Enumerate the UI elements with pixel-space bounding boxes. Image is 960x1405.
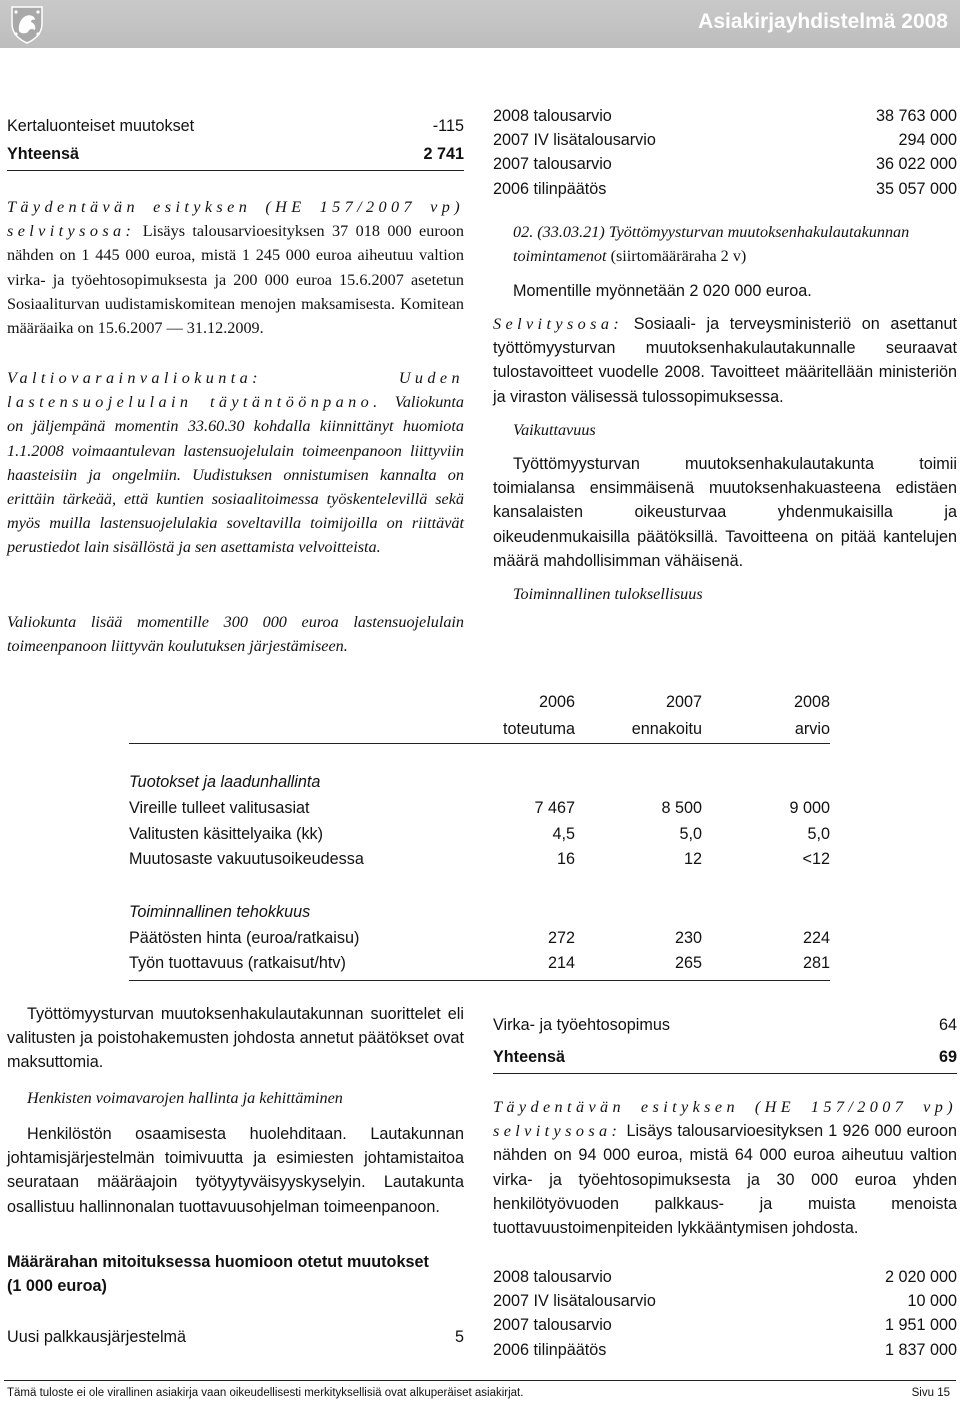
table-cell: 5,0	[807, 825, 830, 843]
rule	[7, 170, 464, 171]
table-cell: 5,0	[679, 825, 702, 843]
changes-heading-line: Määrärahan mitoituksessa huomioon otetut muutokset	[7, 1253, 429, 1271]
table-section-heading: Tuotokset ja laadunhallinta	[129, 773, 321, 791]
row-value: 10 000	[907, 1292, 957, 1311]
spaced-heading: Valtiovarainvaliokunta: Uuden lastensuojelulain täytäntöönpano.	[7, 369, 464, 412]
row-label: 2008 talousarvio	[493, 1268, 612, 1286]
table-row-label: Työn tuottavuus (ratkaisut/htv)	[129, 954, 346, 972]
section-heading: Toiminnallinen tuloksellisuus	[513, 585, 703, 603]
summary-row	[493, 1013, 957, 1037]
budget-table-top	[493, 104, 957, 201]
row-label: Uusi palkkausjärjestelmä	[7, 1328, 187, 1346]
explanation-paragraph	[493, 312, 957, 409]
section-heading: Henkisten voimavarojen hallinta ja kehittäminen	[27, 1089, 343, 1107]
row-value: 69	[938, 1048, 957, 1067]
document-title: Asiakirjayhdistelmä 2008	[698, 10, 948, 33]
footer-rule	[4, 1380, 956, 1381]
row-value: 35 057 000	[875, 179, 957, 198]
row-label: 2007 IV lisätalousarvio	[493, 1292, 656, 1311]
finland-lion-crest-icon	[8, 4, 46, 44]
column-year: 2007	[665, 693, 702, 711]
column-type: arvio	[794, 720, 830, 738]
row-value: 36 022 000	[875, 155, 957, 174]
table-cell: 8 500	[661, 799, 702, 817]
paragraph-text: Valiokunta lisää momentille 300 000 euroa lastensuojelulain toimeenpanoon liittyvän koulutuksen järjestämiseen.	[7, 613, 464, 656]
table-section-heading: Toiminnallinen tehokkuus	[129, 903, 311, 921]
row-value: 64	[938, 1016, 957, 1034]
column-year: 2006	[538, 693, 575, 711]
row-label: 2007 talousarvio	[493, 1316, 612, 1335]
row-label: 2006 tilinpäätös	[493, 179, 607, 198]
total-row	[7, 142, 464, 166]
spaced-heading: Selvitysosa:	[493, 315, 624, 333]
column-type: ennakoitu	[631, 720, 702, 738]
row-value: 1 951 000	[884, 1316, 957, 1335]
paragraph-text: Lisäys talousarvioesityksen 37 018 000 euroon nähden on 1 445 000 euroa, mistä 1 245 000 euroa aiheutuu valtion virka- ja työehtosopimuksesta ja 200 000 euroa 15.6.2007 asetetun Sosiaaliturvan uudistamiskomitean menojen maksamisesta. Komitean määräaika on 15.6.2007 — 31.12.2009.	[7, 222, 464, 338]
moment-heading	[513, 220, 957, 268]
table-rule	[129, 980, 830, 981]
budget-row	[493, 1338, 957, 1362]
budget-row	[493, 152, 957, 176]
footer-disclaimer: Tämä tuloste ei ole virallinen asiakirja vaan oikeudellisesti merkityksellisiä ovat alkuperäiset asiakirjat.	[7, 1387, 524, 1399]
committee-paragraph	[7, 366, 464, 560]
table-row-label: Vireille tulleet valitusasiat	[129, 799, 310, 817]
budget-row	[493, 104, 957, 128]
summary-row	[7, 114, 464, 138]
table-cell: 272	[547, 929, 575, 947]
table-row-label: Muutosaste vakuutusoikeudessa	[129, 850, 364, 868]
budget-row	[493, 1265, 957, 1289]
table-cell: 12	[683, 850, 702, 868]
table-cell: 230	[674, 929, 702, 947]
table-row-label: Päätösten hinta (euroa/ratkaisu)	[129, 929, 360, 947]
budget-row	[493, 128, 957, 152]
changes-heading	[7, 1250, 464, 1298]
row-value: 38 763 000	[875, 107, 957, 125]
row-value: -115	[432, 117, 464, 135]
row-value: 294 000	[898, 131, 957, 150]
table-cell: 281	[802, 954, 830, 972]
committee-addition-paragraph	[7, 610, 464, 658]
left-top-column	[7, 114, 464, 166]
paragraph-text: Lisäys talousarvioesityksen 1 926 000 euroon nähden on 94 000 euroa, mistä 64 000 euroa aiheutuu valtion virka- ja työehtosopimuksesta ja 30 000 euroa yhden henkilötyövuoden palkkaus- ja muista menoista tuottavuustoimenpiteiden lykkääntymisen johdosta.	[493, 1122, 957, 1238]
budget-row	[493, 177, 957, 201]
table-cell: 7 467	[534, 799, 575, 817]
row-label: 2006 tilinpäätös	[493, 1340, 607, 1359]
table-cell: 4,5	[552, 825, 575, 843]
row-value: 5	[454, 1328, 464, 1346]
table-cell: 214	[547, 954, 575, 972]
table-cell: 9 000	[789, 799, 830, 817]
moment-title: 02. (33.03.21) Työttömyysturvan muutoksenhakulautakunnan toimintamenot	[513, 223, 910, 266]
row-label: Virka- ja työehtosopimus	[493, 1016, 670, 1034]
paragraph-text: Sosiaali- ja terveysministeriö on asettanut työttömyysturvan muutoksenhakulautakunnalle seuraavat tulostavoitteet vuodelle 2008. Tavoitteet määritellään ministeriön ja viraston välisessä tulossopimuksessa.	[493, 315, 958, 406]
row-value: 2 020 000	[884, 1268, 957, 1286]
budget-row	[493, 1289, 957, 1313]
row-label: 2007 IV lisätalousarvio	[493, 131, 656, 150]
spaced-heading: Täydentävän esityksen (HE 157/2007 vp) selvitysosa:	[493, 1098, 957, 1141]
row-label: Yhteensä	[493, 1048, 565, 1067]
budget-row	[493, 1313, 957, 1337]
budget-table-bottom	[493, 1265, 957, 1362]
row-label: Yhteensä	[7, 145, 79, 164]
right-bottom-summary	[493, 1013, 957, 1069]
table-row-label: Valitusten käsittelyaika (kk)	[129, 825, 324, 843]
personnel-paragraph: Henkilöstön osaamisesta huolehditaan. Lautakunnan johtamisjärjestelmän toimivuutta ja esimiesten johtamistaitoa seurataan määräajoin työtyytyväisyyskyselyin. Lautakunta osallistuu hallinnonalan tuottavuusohjelman toimeenpanoon.	[7, 1125, 464, 1216]
impact-paragraph: Työttömyysturvan muutoksenhakulautakunta toimii toimialansa ensimmäisenä muutoksenhakuasteena edistäen kansalaisten oikeusturvaa yhdenmukaisilla ja oikeudenmukaisilla päätöksillä. Tavoitteena on pitää kantelujen määrä mahdollisimman vähäisenä.	[493, 455, 957, 570]
row-label: 2007 talousarvio	[493, 155, 612, 174]
table-cell: <12	[802, 850, 830, 868]
paragraph-text: Valiokunta on jäljempänä momentin 33.60.30 kohdalla kiinnittänyt huomiota 1.1.2008 voimaantulevan lastensuojelulain toimeenpanoon liittyviin haasteisiin ja ongelmiin. Uudistuksen onnistumisen kannalta on erittäin tärkeää, että kuntien sosiaalitoimessa työskentelevillä sekä myös muilla lastensuojelulakia soveltavilla toimijoilla on riittävät perustiedot lain sisällöstä ja sen asettamista velvoitteista.	[7, 393, 464, 557]
supplement-paragraph	[493, 1095, 957, 1240]
change-row	[7, 1325, 464, 1349]
table-cell: 265	[674, 954, 702, 972]
grant-statement: Momentille myönnetään 2 020 000 euroa.	[513, 282, 812, 300]
table-rule	[129, 743, 830, 744]
table-cell: 224	[802, 929, 830, 947]
row-label: Kertaluonteiset muutokset	[7, 117, 195, 135]
total-row	[493, 1045, 957, 1069]
changes-heading-unit: (1 000 euroa)	[7, 1277, 107, 1296]
table-cell: 16	[556, 850, 575, 868]
spaced-heading: Täydentävän esityksen (HE 157/2007 vp) selvitysosa:	[7, 198, 464, 241]
rule	[493, 1073, 957, 1074]
free-of-charge-paragraph: Työttömyysturvan muutoksenhakulautakunnan suorittelet eli valitusten ja poistohakemusten johdosta annetut päätökset ovat maksuttomia.	[7, 1005, 464, 1072]
column-type: toteutuma	[503, 720, 575, 738]
moment-type: (siirtomääräraha 2 v)	[610, 247, 747, 266]
row-value: 1 837 000	[884, 1340, 957, 1359]
row-label: 2008 talousarvio	[493, 107, 612, 125]
supplement-paragraph	[7, 195, 464, 340]
column-year: 2008	[793, 693, 830, 711]
section-heading: Vaikuttavuus	[513, 421, 596, 439]
page-number: Sivu 15	[911, 1387, 950, 1399]
row-value: 2 741	[423, 145, 464, 164]
